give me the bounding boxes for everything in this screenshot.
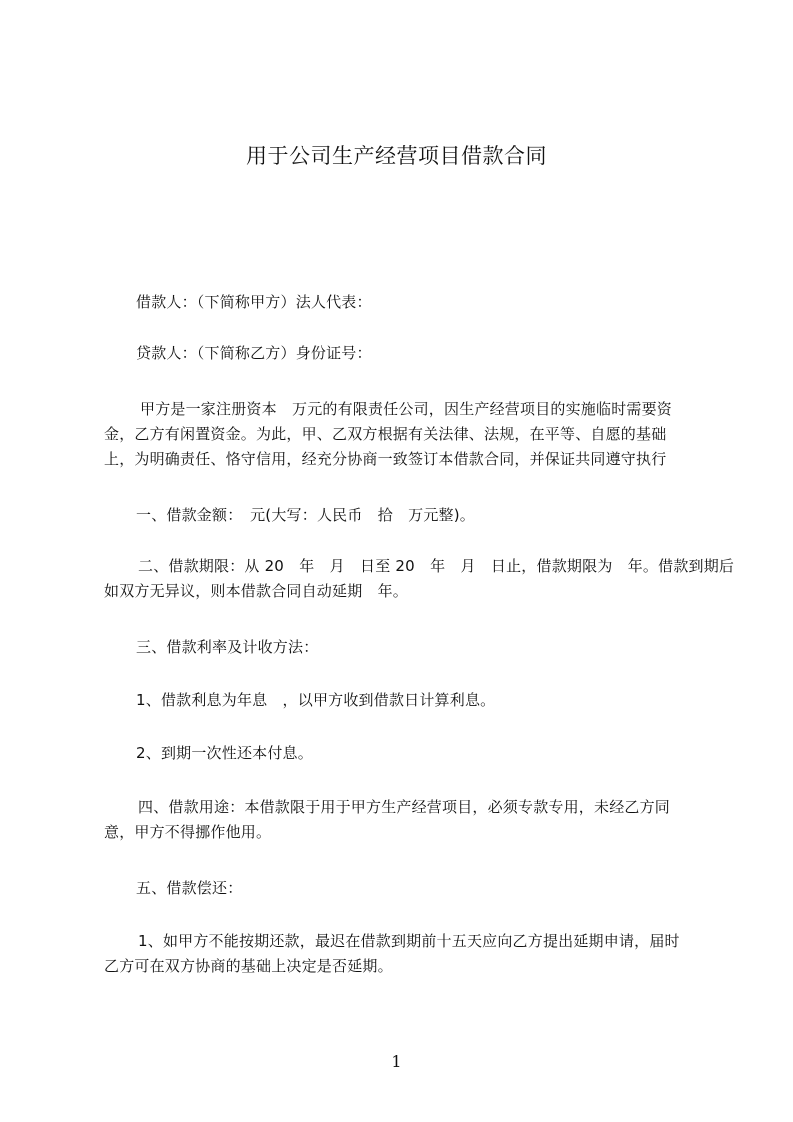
paragraph-line: 意，甲方不得挪作他用。 (104, 823, 272, 841)
paragraph-line: 四、借款用途：本借款限于用于甲方生产经营项目，必须专款专用，未经乙方同 (138, 798, 671, 816)
paragraph-line: 二、借款期限：从 20 年 月 日至 20 年 月 日止，借款期限为 年。借款到期后 (138, 557, 735, 575)
paragraph-loan-amount (104, 503, 704, 528)
page-number: 1 (391, 1052, 402, 1071)
paragraph-line: 五、借款偿还： (136, 879, 243, 897)
paragraph-lender (104, 341, 704, 366)
paragraph-line: 2、到期一次性还本付息。 (136, 744, 313, 762)
paragraph-interest-rate (104, 688, 704, 713)
paragraph-line: 1、如甲方不能按期还款，最迟在借款到期前十五天应向乙方提出延期申请，届时 (138, 932, 680, 950)
paragraph-line: 金，乙方有闲置资金。为此，甲、乙双方根据有关法律、法规，在平等、自愿的基础 (104, 425, 667, 443)
paragraph-repayment-heading (104, 876, 704, 901)
paragraph-repayment-method (104, 741, 704, 766)
paragraph-preamble (104, 397, 704, 472)
paragraph-line: 甲方是一家注册资本 万元的有限责任公司，因生产经营项目的实施临时需要资 (140, 400, 673, 418)
paragraph-line: 借款人：（下简称甲方）法人代表： (136, 293, 372, 311)
paragraph-extension (104, 929, 704, 979)
paragraph-line: 1、借款利息为年息 ，以甲方收到借款日计算利息。 (136, 691, 496, 709)
paragraph-borrower (104, 290, 704, 315)
paragraph-line: 如双方无异议，则本借款合同自动延期 年。 (104, 582, 409, 600)
paragraph-interest-heading (104, 635, 704, 660)
paragraph-line: 三、借款利率及计收方法： (136, 638, 319, 656)
paragraph-line: 上，为明确责任、恪守信用，经充分协商一致签订本借款合同，并保证共同遵守执行 (104, 450, 667, 468)
paragraph-loan-term (104, 554, 735, 604)
paragraph-line: 一、借款金额： 元(大写：人民币 拾 万元整)。 (136, 506, 476, 524)
document-title: 用于公司生产经营项目借款合同 (246, 144, 547, 168)
paragraph-line: 乙方可在双方协商的基础上决定是否延期。 (104, 957, 393, 975)
paragraph-loan-purpose (104, 795, 704, 845)
paragraph-line: 贷款人：（下简称乙方）身份证号： (136, 344, 372, 362)
